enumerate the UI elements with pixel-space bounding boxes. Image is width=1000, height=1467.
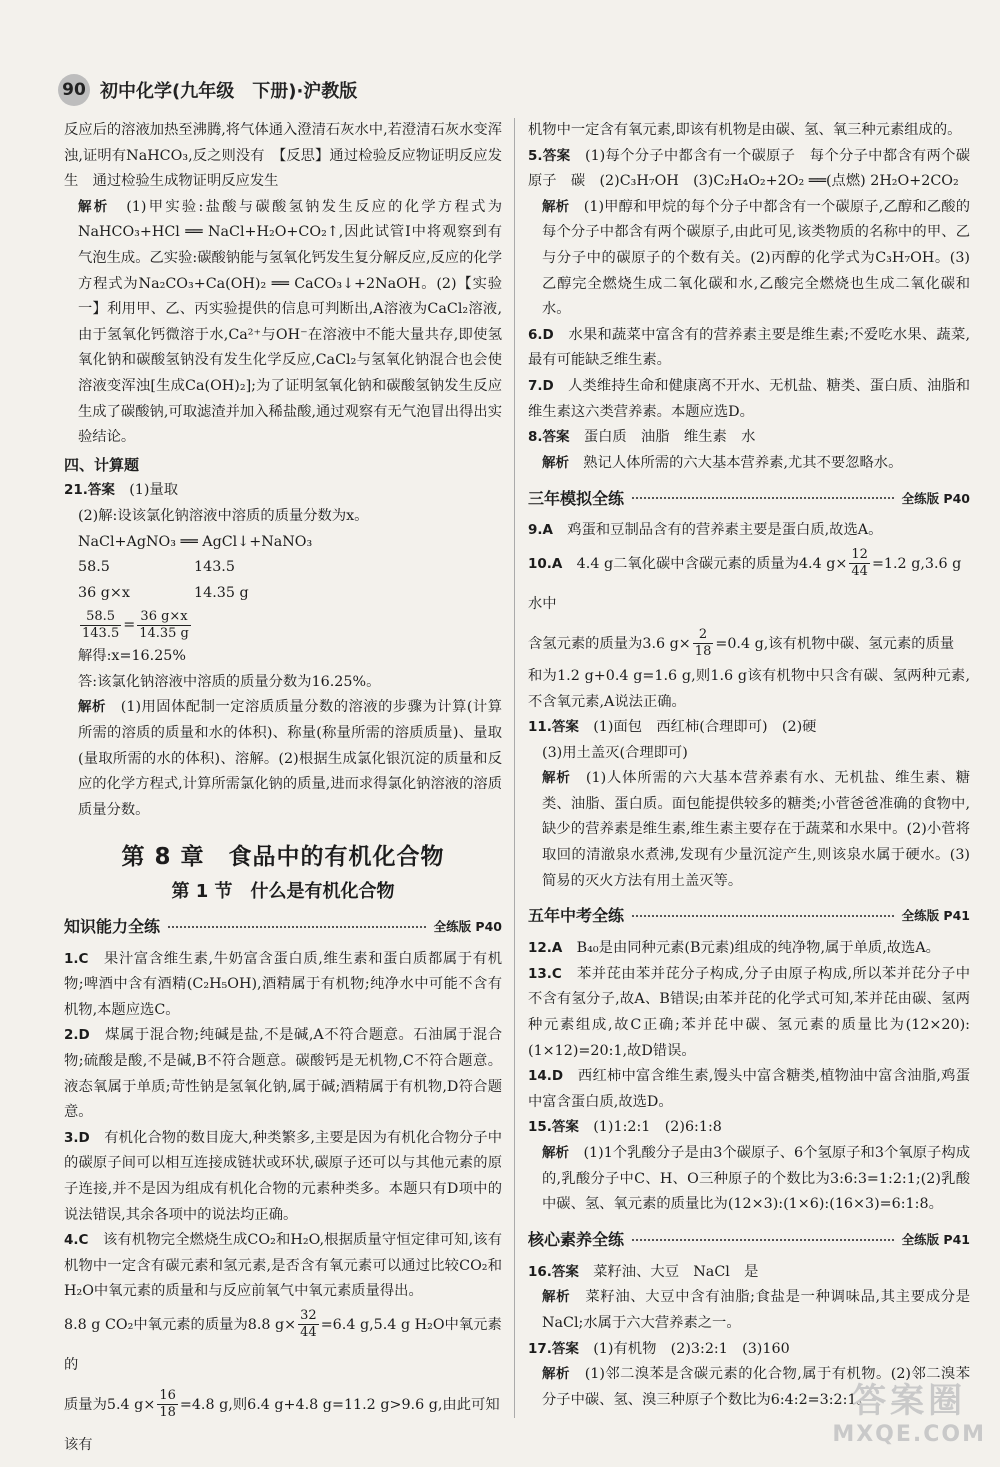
answer-14 — [528, 1064, 970, 1115]
answer-text: 人类维持生命和健康离不开水、无机盐、糖类、蛋白质、油脂和维生素这六类营养素。本题应选D。 — [528, 377, 971, 420]
numerator: 12 — [851, 547, 868, 563]
fraction — [80, 609, 121, 642]
explanation — [528, 1141, 970, 1218]
answer-3 — [64, 1126, 502, 1228]
left-column — [64, 118, 502, 1465]
paragraph: 机物中一定含有氧元素,即该有机物是由碳、氢、氧三种元素组成的。 — [528, 122, 962, 138]
solution-line: 解得:x=16.25% — [78, 648, 186, 665]
book-title: 初中化学(九年级 下册)·沪教版 — [100, 81, 358, 102]
answer-16 — [528, 1260, 970, 1286]
fraction — [849, 547, 870, 580]
calc-text: 4.4 g二氧化碳中含碳元素的质量为4.4 g× — [576, 555, 848, 572]
answer-text: 水果和蔬菜中富含有的营养素主要是维生素;不爱吃水果、蔬菜,最有可能缺乏维生素。 — [528, 326, 971, 369]
explanation — [528, 766, 970, 894]
answer-text: 煤属于混合物;纯碱是盐,不是碱,A不符合题意。石油属于混合物;硫酸是酸,不是碱,B不符合题意。碳酸钙是无机物,C不符合题意。液态氧属于单质;苛性钠是氢氧化钠,属于碱;酒精属于有机物,D符合题意。 — [64, 1027, 502, 1121]
dotted-leader — [632, 915, 894, 917]
denominator: 143.5 — [82, 625, 120, 641]
question-number: 11.答案 — [528, 719, 579, 736]
equation-value: 14.35 g — [194, 584, 249, 601]
fraction — [693, 627, 714, 660]
band-reference: 全练版 P40 — [433, 918, 502, 934]
question-number: 12.A — [528, 940, 563, 957]
equation-row — [64, 581, 502, 607]
explanation — [64, 695, 502, 823]
equation-value: 36 g×x — [78, 584, 130, 601]
answer-text: (1)每个分子中都含有一个碳原子 每个分子中都含有两个碳原子 碳 (2)C₃H₇OH (3)C₂H₄O₂+2O₂ ══(点燃) 2H₂O+2CO₂ — [528, 147, 970, 190]
denominator: 18 — [159, 1405, 176, 1421]
explanation — [64, 195, 502, 451]
explanation-label: 解析 — [542, 1145, 570, 1161]
section-band — [528, 904, 970, 928]
dotted-leader — [168, 926, 426, 928]
chapter-title: 第 8 章 食品中的有机化合物 — [121, 844, 445, 871]
numerator: 16 — [159, 1388, 176, 1404]
band-title: 五年中考全练 — [528, 906, 625, 926]
question-number: 1.C — [64, 950, 89, 967]
answer-text: (1)面包 西红柿(合理即可) (2)硬 — [593, 719, 817, 736]
question-number: 5.答案 — [528, 147, 571, 164]
fraction — [298, 1308, 319, 1341]
page-header — [58, 74, 357, 106]
dotted-leader — [632, 1239, 894, 1241]
answer-text: (1)有机物 (2)3:2:1 (3)160 — [593, 1340, 790, 1357]
band-reference: 全练版 P41 — [901, 908, 970, 924]
section-title: 第 1 节 什么是有机化合物 — [171, 881, 395, 903]
explanation-label: 解析 — [542, 454, 569, 471]
explanation-text: (1)用固体配制一定溶质质量分数的溶液的步骤为计算(计算所需的溶质的质量和水的体积)、称量(称量所需的溶质质量)、量取(量取所需的水的体积)、溶解。(2)根据生成氯化银沉淀的质量和反应的化学方程式,计算所需氯化钠的质量,进而求得氯化钠溶液的溶质质量分数。 — [78, 699, 503, 818]
explanation-label: 解析 — [542, 198, 570, 215]
question-number: 10.A — [528, 555, 563, 572]
answer-text: 蛋白质 油脂 维生素 水 — [583, 429, 756, 446]
answer-text: 苯并芘由苯并芘分子构成,分子由原子构成,所以苯并芘分子中不含有氢分子,故A、B错误;由苯并芘的化学式可知,苯并芘由碳、氢两种元素组成,故C正确;苯并芘中碳、氢元素的质量比为(12×20):(1×12)=20:1,故D错误。 — [528, 965, 970, 1059]
answer-text: 西红柿中富含维生素,馒头中富含糖类,植物油中富含油脂,鸡蛋中富含蛋白质,故选D。 — [528, 1068, 970, 1110]
question-number: 13.C — [528, 965, 562, 982]
answer-6 — [528, 323, 970, 374]
proportion: $\frac{58.5}{143.5}$ = $\frac{36 g\times x}{14.35 g}$ — [82, 608, 189, 641]
solution-line: (2)解:设该氯化钠溶液中溶质的质量分数为x。 — [78, 507, 369, 524]
band-title: 核心素养全练 — [528, 1229, 625, 1249]
question-number: 21.答案 — [64, 482, 115, 499]
band-title: 三年模拟全练 — [528, 488, 625, 508]
watermark-url: MXQE.COM — [832, 1422, 986, 1447]
dotted-leader — [632, 497, 894, 499]
answer-text: (1)1:2:1 (2)6:1:8 — [593, 1119, 722, 1136]
explanation — [528, 1285, 970, 1336]
answer-text: 果汁富含维生素,牛奶富含蛋白质,维生素和蛋白质都属于有机物;啤酒中含有酒精(C₂H₅OH),酒精属于有机物;纯净水中可能不含有机物,本题应选C。 — [64, 950, 503, 1018]
section-heading: 四、计算题 — [64, 455, 140, 474]
section-band — [528, 1228, 970, 1252]
answer-1 — [64, 947, 502, 1024]
equation-value: 58.5 — [78, 559, 110, 576]
calc-text: =1.2 g,3.6 g水中 — [528, 555, 962, 612]
watermark-logo — [832, 1373, 986, 1447]
band-title: 知识能力全练 — [64, 916, 161, 936]
answer-4 — [64, 1228, 502, 1305]
answer-text: 菜籽油、大豆 NaCl 是 — [593, 1263, 759, 1280]
question-number: 7.D — [528, 377, 554, 394]
question-number: 16.答案 — [528, 1263, 579, 1280]
answer-2 — [64, 1023, 502, 1125]
watermark-text: 答案圈 — [852, 1381, 967, 1421]
numerator: 58.5 — [80, 609, 121, 626]
calc-text: =6.4 g,5.4 g H₂O中氧元素的 — [64, 1316, 502, 1373]
answer-text: B₄₀是由同种元素(B元素)组成的纯净物,属于单质,故选A。 — [576, 940, 940, 957]
equation-value: 143.5 — [194, 559, 235, 576]
calc-text: =4.8 g,则6.4 g+4.8 g=11.2 g>9.6 g,由此可知该有 — [64, 1396, 500, 1453]
question-number: 2.D — [64, 1027, 90, 1044]
equation-row — [64, 555, 502, 581]
answer-text: (3)用土盖灭(合理即可) — [542, 744, 688, 761]
band-reference: 全练版 P40 — [901, 490, 970, 506]
solution-line: 答:该氯化钠溶液中溶质的质量分数为16.25%。 — [78, 673, 381, 690]
answer-text: 有机化合物的数目庞大,种类繁多,主要是因为有机化合物分子中的碳原子间可以相互连接成链状或环状,碳原子还可以与其他元素的原子连接,并不是因为组成有机化合物的元素种类多。本题只有D项中的说法错误,其余各项中的说法均正确。 — [64, 1129, 503, 1223]
calc-text: =0.4 g,该有机物中碳、氢元素的质量 — [715, 635, 955, 652]
explanation-label: 解析 — [542, 1366, 570, 1383]
explanation-text: (1)1个乳酸分子是由3个碳原子、6个氢原子和3个氧原子构成的,乳酸分子中C、H、O三种原子的个数比为3:6:3=1:2:1;(2)乳酸中碳、氢、氧元素的质量比为(12×3):(1×6):(16×3)=6:1:8。 — [542, 1145, 971, 1213]
denominator: 18 — [694, 644, 712, 660]
denominator: 44 — [300, 1325, 317, 1341]
explanation — [528, 195, 970, 323]
column-divider — [514, 118, 515, 1418]
section-band — [528, 486, 970, 510]
answer-10 — [528, 544, 970, 624]
explanation-text: (1)人体所需的六大基本营养素有水、无机盐、维生素、糖类、油脂、蛋白质。面包能提供较多的糖类;小菅爸爸准确的食物中,缺少的营养素是维生素,维生素主要存在于蔬菜和水果中。(2)小菅将取回的清澈泉水煮沸,发现有少量沉淀产生,则该泉水属于硬水。(3)简易的灭火方法有用土盖灭等。 — [542, 770, 971, 889]
answer-text: (1)量取 — [129, 482, 179, 499]
question-number: 14.D — [528, 1068, 564, 1085]
question-number: 9.A — [528, 522, 553, 539]
fraction — [157, 1388, 178, 1421]
question-number: 3.D — [64, 1129, 90, 1146]
paragraph: 反应后的溶液加热至沸腾,将气体通入澄清石灰水中,若澄清石灰水变浑浊,证明有NaHCO₃,反之则没有 【反思】通过检验反应物证明反应发生 通过检验生成物证明反应发生 — [64, 122, 502, 190]
answer-text: 鸡蛋和豆制品含有的营养素主要是蛋白质,故选A。 — [567, 522, 883, 539]
explanation-text: 菜籽油、大豆中含有油脂;食盐是一种调味品,其主要成分是NaCl;水属于六大营养素之一。 — [542, 1289, 971, 1331]
calc-text: 质量为5.4 g× — [64, 1396, 156, 1413]
calc-line — [64, 1305, 502, 1385]
answer-5 — [528, 144, 970, 195]
explanation-label: 解析 — [78, 198, 110, 215]
explanation-label: 解析 — [542, 770, 571, 787]
question-number: 6.D — [528, 326, 554, 343]
question-number: 15.答案 — [528, 1119, 579, 1136]
answer-8 — [528, 425, 970, 451]
right-column — [528, 118, 970, 1413]
numerator: 32 — [300, 1308, 317, 1324]
section-band — [64, 915, 502, 939]
answer-9 — [528, 518, 970, 544]
calc-line: 和为1.2 g+0.4 g=1.6 g,则1.6 g该有机物中只含有碳、氢两种元素,不含氧元素,A说法正确。 — [528, 667, 970, 710]
explanation-text: 熟记人体所需的六大基本营养素,尤其不要忽略水。 — [583, 454, 903, 471]
answer-15 — [528, 1115, 970, 1141]
question-number: 17.答案 — [528, 1340, 579, 1357]
denominator: 44 — [851, 564, 868, 580]
explanation — [528, 451, 970, 477]
explanation-text: (1)甲实验:盐酸与碳酸氢钠发生反应的化学方程式为NaHCO₃+HCl ══ NaCl+H₂O+CO₂↑,因此试管Ⅰ中将观察到有气泡生成。乙实验:碳酸钠能与氢氧化钙发生复分解反应,反应的化学方程式为Na₂CO₃+Ca(OH)₂ ══ CaCO₃↓+2NaOH。(2)【实验一】利用甲、乙、丙实验提供的信息可判断出,A溶液为CaCl₂溶液,由于氢氧化钙微溶于水,Ca²⁺与OH⁻在溶液中不能大量共存,即使氢氧化钠和碳酸氢钠没有发生化学反应,CaCl₂与氢氧化钠混合也会使溶液变浑浊[生成Ca(OH)₂];为了证明氢氧化钠和碳酸氢钠发生反应生成了碳酸钠,可取滤渣并加入稀盐酸,通过观察有无气泡冒出得出实验结论。 — [78, 198, 502, 446]
explanation-text: (1)邻二溴苯是含碳元素的化合物,属于有机物。(2)邻二溴苯分子中碳、氢、溴三种原子个数比为6:4:2=3:2:1。 — [542, 1366, 971, 1408]
answer-11 — [528, 715, 970, 741]
explanation-label: 解析 — [78, 699, 106, 716]
answer-text: 该有机物完全燃烧生成CO₂和H₂O,根据质量守恒定律可知,该有机物中一定含有碳元素和氢元素,是否含有氧元素可以通过比较CO₂和H₂O中氧元素的质量和与反应前氧气中氧元素质量得出。 — [64, 1232, 503, 1300]
answer-7 — [528, 374, 970, 425]
question-number: 8.答案 — [528, 429, 570, 446]
calc-line — [64, 1385, 502, 1465]
answer-21 — [64, 478, 502, 504]
question-number: 4.C — [64, 1232, 89, 1249]
answer-13 — [528, 962, 970, 1064]
page-number: 90 — [58, 74, 90, 106]
answer-17 — [528, 1337, 970, 1363]
denominator: 14.35 g — [139, 625, 189, 641]
calc-text: 含氢元素的质量为3.6 g× — [528, 635, 691, 652]
answer-12 — [528, 936, 970, 962]
explanation-label: 解析 — [542, 1289, 571, 1306]
numerator: 2 — [693, 627, 714, 644]
fraction — [137, 609, 191, 642]
band-reference: 全练版 P41 — [901, 1231, 970, 1247]
calc-text: 8.8 g CO₂中氧元素的质量为8.8 g× — [64, 1316, 297, 1333]
explanation-text: (1)甲醇和甲烷的每个分子中都含有一个碳原子,乙醇和乙酸的每个分子中都含有两个碳原子,由此可见,该类物质的名称中的甲、乙与分子中的碳原子的个数有关。(2)丙醇的化学式为C₃H₇OH。(3)乙醇完全燃烧生成二氧化碳和水,乙酸完全燃烧也生成二氧化碳和水。 — [542, 198, 971, 318]
equation: NaCl+AgNO₃ ══ AgCl↓+NaNO₃ — [78, 533, 313, 550]
calc-line — [528, 624, 970, 664]
numerator: 36 g×x — [137, 609, 191, 626]
